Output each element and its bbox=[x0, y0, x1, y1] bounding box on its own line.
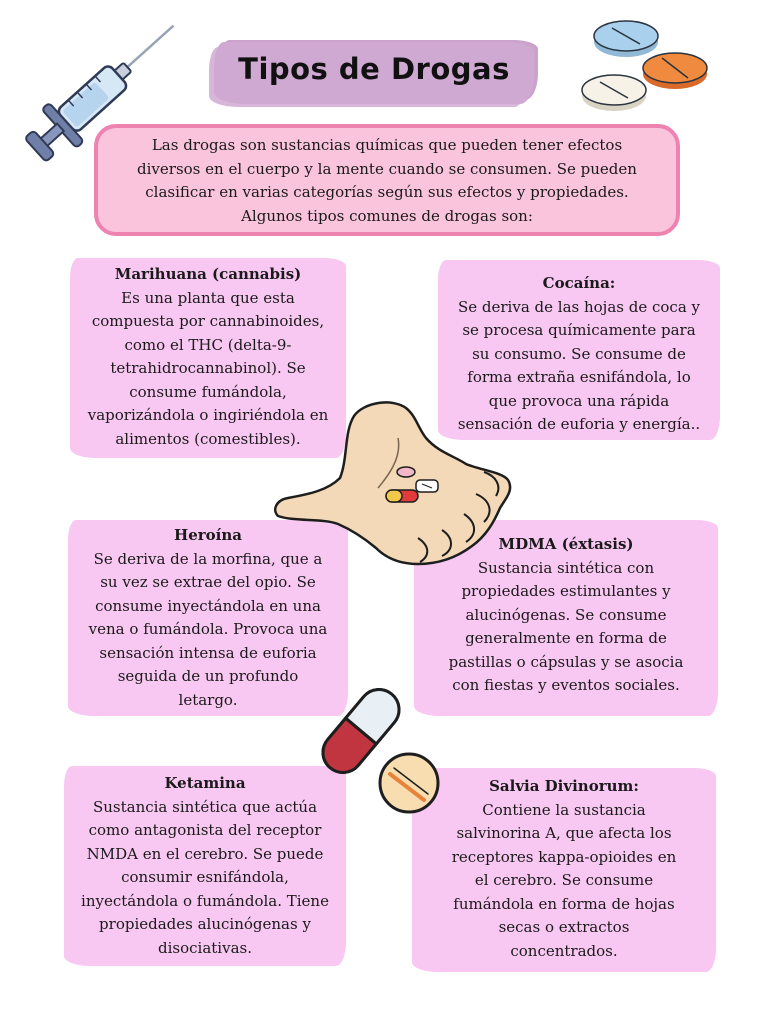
card-line: Contiene la sustancia bbox=[482, 800, 646, 819]
card-line: fumándola en forma de hojas bbox=[453, 894, 675, 913]
intro-line: diversos en el cuerpo y la mente cuando se consumen. Se pueden bbox=[137, 159, 637, 178]
card-line: Es una planta que esta bbox=[121, 288, 295, 307]
card-line: Se deriva de las hojas de coca y bbox=[457, 297, 701, 316]
card-line: salvinorina A, que afecta los bbox=[456, 824, 672, 842]
card-line: receptores kappa-opioides en bbox=[451, 847, 677, 866]
intro-line: Algunos tipos comunes de drogas son: bbox=[241, 206, 533, 225]
card-line: compuesta por cannabinoides, bbox=[91, 312, 325, 330]
card-title: Marihuana (cannabis) bbox=[114, 265, 302, 283]
card-line: disociativas. bbox=[158, 938, 252, 957]
card-line: como antagonista del receptor bbox=[88, 821, 322, 839]
card-line: como el THC (delta-9- bbox=[124, 335, 292, 354]
card-line: Sustancia sintética que actúa bbox=[92, 797, 318, 816]
card-line: consumir esnifándola, bbox=[121, 868, 289, 886]
card-line: propiedades alucinógenas y bbox=[99, 915, 311, 933]
card-line: vena o fumándola. Provoca una bbox=[88, 620, 328, 638]
card-line: concentrados. bbox=[510, 941, 618, 960]
hand-with-pills-icon bbox=[268, 398, 518, 578]
intro-line: Las drogas son sustancias químicas que pueden tener efectos bbox=[151, 136, 623, 154]
tablet-icon bbox=[376, 750, 442, 816]
intro-text bbox=[94, 134, 680, 228]
card-line: NMDA en el cerebro. Se puede bbox=[86, 844, 324, 863]
card-line: con fiestas y eventos sociales. bbox=[452, 676, 680, 694]
card-line: forma extraña esnifándola, lo bbox=[467, 368, 691, 386]
card-line: sensación intensa de euforia bbox=[99, 643, 317, 662]
card-line: vaporizándola o ingiriéndola en bbox=[87, 406, 329, 424]
card-line: inyectándola o fumándola. Tiene bbox=[81, 891, 329, 910]
card-line: que provoca una rápida bbox=[488, 391, 670, 410]
card-line: su consumo. Se consume de bbox=[472, 344, 686, 363]
card-line: letargo. bbox=[178, 690, 238, 709]
card-line: secas o extractos bbox=[498, 918, 630, 936]
card-line: generalmente en forma de bbox=[465, 629, 667, 647]
card-line: sensación de euforia y energía.. bbox=[457, 415, 701, 433]
card-line: alimentos (comestibles). bbox=[115, 429, 301, 448]
card-line: el cerebro. Se consume bbox=[474, 871, 654, 889]
pills-icon bbox=[576, 16, 716, 116]
page-title: Tipos de Drogas bbox=[238, 52, 510, 86]
card-title: Ketamina bbox=[164, 774, 246, 792]
card-title: Heroína bbox=[174, 526, 242, 544]
card-line: propiedades estimulantes y bbox=[461, 582, 671, 600]
card-line: consume inyectándola en una bbox=[95, 596, 321, 615]
card-line: consume fumándola, bbox=[129, 382, 287, 401]
card-line: Sustancia sintética con bbox=[477, 558, 655, 577]
card-title: MDMA (éxtasis) bbox=[498, 535, 634, 553]
intro-line: clasificar en varias categorías según sus efectos y propiedades. bbox=[145, 183, 629, 201]
card-line: tetrahidrocannabinol). Se bbox=[110, 359, 306, 377]
card-title: Cocaína: bbox=[542, 274, 616, 292]
card-line: pastillas o cápsulas y se asocia bbox=[448, 652, 684, 671]
card-line: Se deriva de la morfina, que a bbox=[93, 549, 323, 568]
card-line: seguida de un profundo bbox=[117, 667, 299, 685]
card-line: se procesa químicamente para bbox=[462, 321, 696, 339]
card-line: alucinógenas. Se consume bbox=[465, 605, 667, 624]
card-line: su vez se extrae del opio. Se bbox=[100, 573, 316, 591]
card-ketamina-text bbox=[58, 772, 352, 960]
card-title: Salvia Divinorum: bbox=[489, 777, 639, 795]
card-salvia-text bbox=[410, 775, 718, 963]
